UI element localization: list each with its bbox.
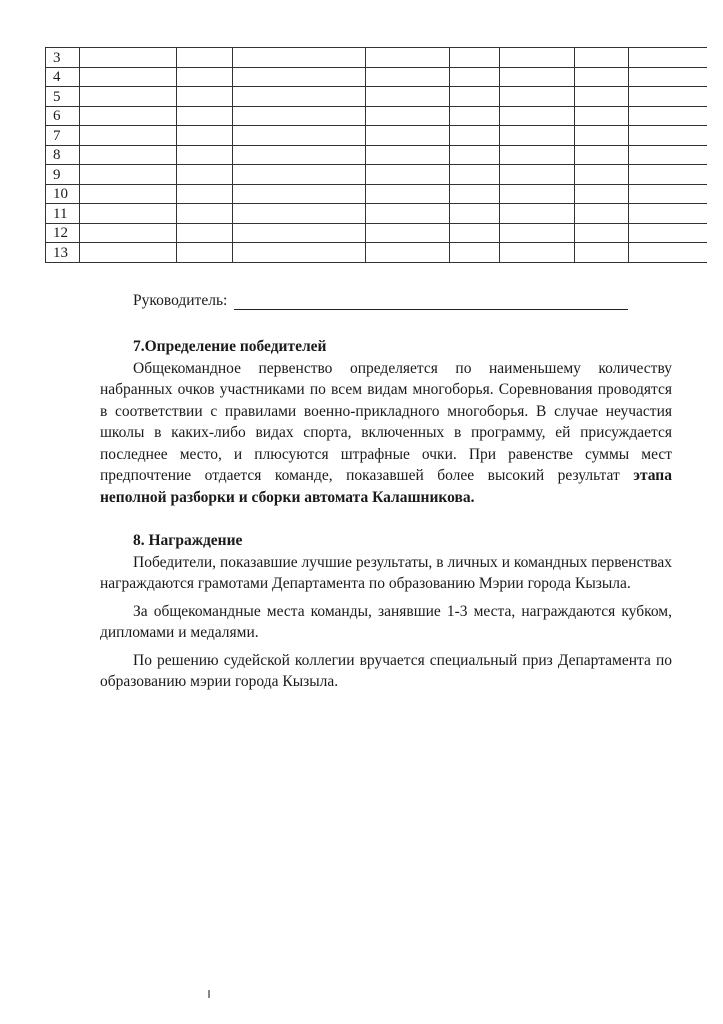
- table-cell: [233, 165, 366, 185]
- table-cell: [500, 184, 575, 204]
- table-cell: [629, 223, 707, 243]
- row-number: 6: [46, 106, 80, 126]
- table-cell: [575, 67, 629, 87]
- paragraph: За общекомандные места команды, занявшие 1-3 места, награждаются кубком, дипломами и медалями.: [100, 602, 672, 641]
- table-cell: [233, 67, 366, 87]
- table-cell: [177, 165, 233, 185]
- table-cell: [233, 87, 366, 107]
- table-cell: [80, 126, 177, 146]
- table-cell: [575, 204, 629, 224]
- row-number: 13: [46, 243, 80, 263]
- row-number: 3: [46, 48, 80, 68]
- table-cell: [80, 145, 177, 165]
- table-cell: [575, 126, 629, 146]
- table-cell: [450, 126, 500, 146]
- table-cell: [629, 48, 707, 68]
- table-cell: [629, 204, 707, 224]
- table-cell: [575, 223, 629, 243]
- section-winners: [100, 336, 672, 508]
- table-cell: [366, 48, 450, 68]
- row-number: 4: [46, 67, 80, 87]
- table-cell: [500, 87, 575, 107]
- table-cell: [500, 106, 575, 126]
- table-cell: [366, 106, 450, 126]
- row-number: 7: [46, 126, 80, 146]
- table-cell: [177, 243, 233, 263]
- table-cell: [629, 87, 707, 107]
- table-cell: [500, 223, 575, 243]
- table-row: [46, 165, 707, 185]
- table-cell: [233, 145, 366, 165]
- table-cell: [500, 243, 575, 263]
- table-cell: [575, 106, 629, 126]
- row-number: 10: [46, 184, 80, 204]
- table-cell: [500, 48, 575, 68]
- table-row: [46, 126, 707, 146]
- row-number: 12: [46, 223, 80, 243]
- table-row: [46, 67, 707, 87]
- section-heading: 7.Определение победителей: [133, 338, 327, 355]
- table-cell: [629, 184, 707, 204]
- table-cell: [575, 48, 629, 68]
- table-cell: [366, 165, 450, 185]
- table-cell: [366, 126, 450, 146]
- scan-speck: [208, 990, 210, 998]
- table-cell: [629, 126, 707, 146]
- table-cell: [233, 223, 366, 243]
- table-cell: [629, 106, 707, 126]
- table-cell: [629, 145, 707, 165]
- table-cell: [450, 204, 500, 224]
- table-cell: [500, 145, 575, 165]
- table-row: [46, 106, 707, 126]
- table-cell: [450, 87, 500, 107]
- table-cell: [177, 145, 233, 165]
- signature-label: Руководитель:: [133, 292, 228, 309]
- table-row: [46, 184, 707, 204]
- section-awards: [100, 530, 672, 693]
- table-cell: [233, 243, 366, 263]
- paragraph: Общекомандное первенство определяется по наименьшему количеству набранных очков участниками по всем видам многоборья. Соревнования проводятся в соответствии с правилами военно-прикладного многоборья. В случае неучастия школы в каких-либо видах спорта, включенных в программу, ей присуждается последнее место, и плюсуются штрафные очки. При равенстве суммы мест предпочтение отдается команде, показавшей более высокий результат этапа неполной разборки и сборки автомата Калашникова.: [100, 359, 672, 506]
- table-cell: [233, 184, 366, 204]
- table-cell: [366, 243, 450, 263]
- table-cell: [629, 243, 707, 263]
- table-cell: [366, 184, 450, 204]
- paragraph: Победители, показавшие лучшие результаты, в личных и командных первенствах награждаются грамотами Департамента по образованию Мэрии города Кызыла.: [100, 553, 672, 592]
- table-row: [46, 223, 707, 243]
- table-cell: [575, 165, 629, 185]
- table-cell: [629, 67, 707, 87]
- table-row: [46, 145, 707, 165]
- table-cell: [177, 204, 233, 224]
- table-cell: [366, 204, 450, 224]
- table-cell: [177, 67, 233, 87]
- table-cell: [80, 67, 177, 87]
- table-cell: [80, 204, 177, 224]
- table-cell: [450, 145, 500, 165]
- table-row: [46, 87, 707, 107]
- table-cell: [629, 165, 707, 185]
- row-number: 9: [46, 165, 80, 185]
- table-cell: [450, 184, 500, 204]
- table-cell: [177, 87, 233, 107]
- table-cell: [80, 48, 177, 68]
- paragraph: По решению судейской коллегии вручается специальный приз Департамента по образованию мэрии города Кызыла.: [100, 651, 672, 690]
- table-cell: [450, 243, 500, 263]
- table-cell: [575, 243, 629, 263]
- table-cell: [450, 48, 500, 68]
- table-cell: [177, 184, 233, 204]
- table-cell: [575, 87, 629, 107]
- table-cell: [575, 184, 629, 204]
- table-cell: [450, 223, 500, 243]
- table-cell: [450, 106, 500, 126]
- signature-blank: [234, 294, 628, 310]
- table-cell: [80, 87, 177, 107]
- table-cell: [233, 48, 366, 68]
- signature-line: [133, 292, 628, 310]
- table-cell: [177, 126, 233, 146]
- table-cell: [450, 67, 500, 87]
- row-number: 8: [46, 145, 80, 165]
- table-cell: [366, 223, 450, 243]
- table-cell: [500, 67, 575, 87]
- table-cell: [177, 223, 233, 243]
- table-cell: [233, 106, 366, 126]
- table-row: [46, 48, 707, 68]
- table-cell: [450, 165, 500, 185]
- table-cell: [177, 48, 233, 68]
- table-cell: [366, 145, 450, 165]
- table-cell: [500, 204, 575, 224]
- table-cell: [500, 126, 575, 146]
- table-cell: [80, 243, 177, 263]
- table-cell: [366, 87, 450, 107]
- table-cell: [233, 126, 366, 146]
- table-cell: [366, 67, 450, 87]
- results-table: [45, 47, 707, 263]
- section-heading: 8. Награждение: [133, 532, 243, 549]
- table-cell: [80, 106, 177, 126]
- table-cell: [80, 223, 177, 243]
- table-row: [46, 243, 707, 263]
- table-cell: [80, 165, 177, 185]
- table-cell: [177, 106, 233, 126]
- row-number: 11: [46, 204, 80, 224]
- row-number: 5: [46, 87, 80, 107]
- table-row: [46, 204, 707, 224]
- table-cell: [575, 145, 629, 165]
- table-cell: [500, 165, 575, 185]
- table-cell: [80, 184, 177, 204]
- table-cell: [233, 204, 366, 224]
